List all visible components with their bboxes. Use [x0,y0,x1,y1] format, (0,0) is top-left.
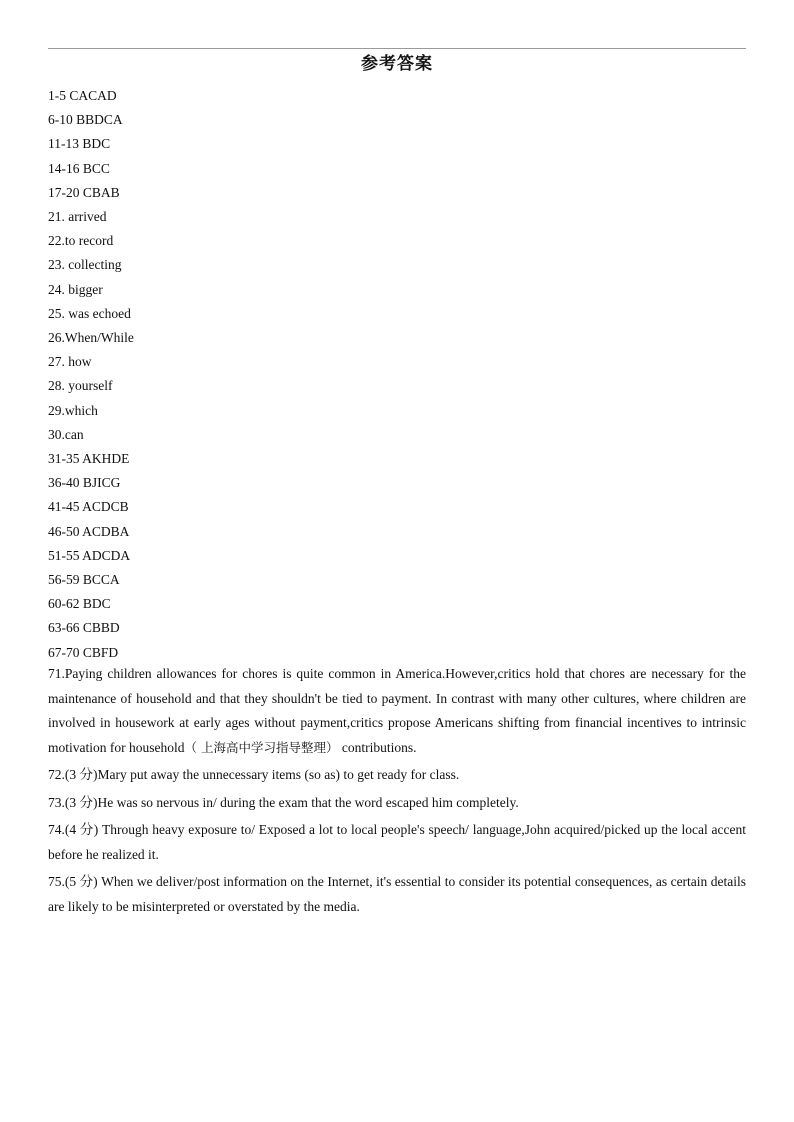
answer-line: 63-66 CBBD [48,620,120,636]
answer-line: 31-35 AKHDE [48,451,130,467]
answer-line: 51-55 ADCDA [48,547,131,563]
answer-line: 17-20 CBAB [48,184,120,200]
answer-line: 25. was echoed [48,305,131,321]
translation-answer-74: 74.(4 分) Through heavy exposure to/ Exposed a lot to local people's speech/ language,John acquired/picked up the local accent before he realized it. [48,822,746,862]
page-title: 参考答案 [361,54,433,74]
answer-line: 22.to record [48,233,114,249]
written-answers [48,662,746,922]
answer-line: 41-45 ACDCB [48,499,129,515]
answer-line: 11-13 BDC [48,136,111,152]
answer-line: 29.which [48,402,98,418]
answer-list [48,84,746,665]
answer-line: 21. arrived [48,209,107,225]
answer-line: 67-70 CBFD [48,644,119,660]
answer-line: 56-59 BCCA [48,572,120,588]
answer-line: 30.can [48,426,84,442]
answer-line: 36-40 BJICG [48,475,121,491]
translation-answer-73: 73.(3 分)He was so nervous in/ during the exam that the word escaped him completely. [48,794,519,810]
answer-line: 46-50 ACDBA [48,523,130,539]
answer-line: 23. collecting [48,257,122,273]
summary-text: 71.Paying children allowances for chores is quite common in America.However,critics hold that chores are necessary for the maintenance of household and that they shouldn't be tied to payment. In contrast with many other cultures, where children are involved in housework at early ages without payment,critics propose Americans shifting from financial incentives to intrinsic motivation for household [48,666,746,755]
header-rule [48,48,746,49]
translation-answer-75: 75.(5 分) When we deliver/post information on the Internet, it's essential to consider its potential consequences, as certain details are likely to be misinterpreted or overstated by the media. [48,874,746,914]
answer-line: 6-10 BBDCA [48,112,123,128]
answer-line: 27. how [48,354,92,370]
answer-line: 26.When/While [48,330,134,346]
summary-ending: contributions. [338,739,417,755]
translation-answer-72: 72.(3 分)Mary put away the unnecessary items (so as) to get ready for class. [48,767,460,782]
answer-line: 28. yourself [48,378,113,394]
answer-line: 24. bigger [48,281,103,297]
answer-line: 14-16 BCC [48,160,110,176]
source-note: （ 上海高中学习指导整理） [184,739,339,755]
answer-line: 60-62 BDC [48,596,111,612]
summary-answer-71 [48,662,746,760]
answer-line: 1-5 CACAD [48,88,117,103]
